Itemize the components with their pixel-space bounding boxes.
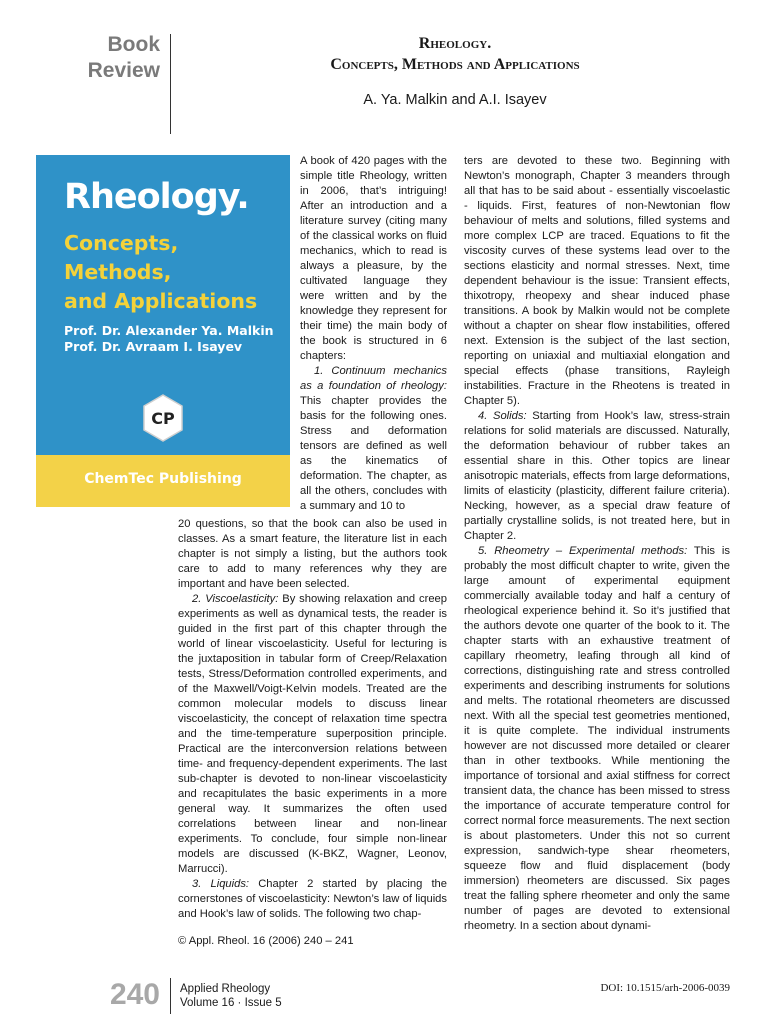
paragraph-chapter-2 [178, 592, 447, 877]
publisher-logo-text: CP [151, 409, 175, 428]
text-column-1-bottom [178, 517, 447, 922]
chapter-3-text: Chapter 2 started by placing the cornerstones of viscoelasticity: Newton’s law of liquids and Hook’s law of solids. The following two chap- [178, 878, 448, 920]
text-column-1-top [300, 154, 447, 514]
chapter-2-heading: 2. Viscoelasticity: [192, 593, 279, 605]
chapter-1-heading: 1. Continuum mechanics as a foundation of rheology: [300, 365, 447, 392]
copyright-notice: © Appl. Rheol. 16 (2006) 240 – 241 [178, 935, 354, 947]
cover-publisher: ChemTec Publishing [84, 471, 242, 487]
paragraph-chapter-1-cont: 20 questions, so that the book can also be used in classes. As a smart feature, the literature list in each chapter is not simply a listing, but the authors took care to add to many references why they are important and have been selected. [178, 518, 447, 590]
cover-title: Rheology. [64, 177, 249, 217]
book-cover-image [36, 155, 290, 507]
chapter-4-text: Starting from Hook’s law, stress-strain relations for solid materials are discussed. Naturally, the deformation behaviour of rubber takes an essential share in this. Other topics are linear anisotropic materials, effects from large deformations, limits of elasticity (plasticity, different failure criteria). Necking, however, as a special draw feature of partially crystalline solids, is not treated here, but in Chapter 2. [464, 410, 731, 542]
cover-subtitle-line1: Concepts, Methods, [64, 231, 179, 284]
paragraph-chapter-1 [300, 364, 447, 514]
section-label-book: Book [107, 33, 160, 56]
paragraph-chapter-4 [464, 409, 730, 544]
chapter-5-heading: 5. Rheometry – Experimental methods: [478, 545, 688, 557]
cover-subtitle [64, 229, 289, 316]
paragraph-chapter-5 [464, 544, 730, 934]
section-label-review: Review [87, 59, 160, 82]
book-title [230, 33, 680, 75]
chapter-5-text: This is probably the most difficult chapter to write, given the large amount of experimental equipment commercially available today and half a century of rheological experience behind it. So it’s justified that the authors devote one quarter of the book to it. The chapter starts with an exhaustive treatment of capillary rheometry, leafing through all kind of corrections, distinguishing rate and stress controlled experiments and describing instruments for solutions and melts. The rotational rheometers are discussed next. With all the special test geometries mentioned, it is quite complete. The individual instruments however are not discussed more detailed or clearer than in other textbooks. While mentioning the importance of torsional and axial stiffness for correct transient data, the chance has been missed to stress the importance of accurate temperature control for correct normal force measurements. The next section is about plastometers. Under this not so current expression, sandwich-type shear rheometers, squeeze flow and fluid displacement (body immersion) rheometers are discussed. Six pages treat the falling sphere rheometer and only the same number of pages are devoted to extensional rheometry. In a section about dynami- [464, 545, 731, 932]
doi-link[interactable]: DOI: 10.1515/arh-2006-0039 [600, 982, 730, 994]
journal-volume: Volume 16 · Issue 5 [180, 997, 282, 1009]
cover-authors [64, 323, 274, 355]
paragraph-chapter-3-cont: ters are devoted to these two. Beginning with Newton’s monograph, Chapter 3 meanders through all that has to be said about - essentially viscoelastic - liquids. First, features of non-Newtonian flow behaviour of melts and solutions, filled systems and more complex LCP are traced. Equations to fit the viscosity curves of these systems lead over to the sections elasticity and normal stresses. Next, time dependent behaviour is the issue: Transient effects, thixotropy, rheopexy and shear induced phase transitions. A book by Malkin would not be complete without a chapter on shear flow instabilities, offered next. Extension is the subject of the last section, reporting on uniaxial and multiaxial elongation and special effects (phase transitions, Rayleigh instabilities. Fracture in the Rheotens is treated in Chapter 5). [464, 155, 730, 407]
chapter-1-text: This chapter provides the basis for the following ones. Stress and deformation tensors are defined as well as the kinematics of deformation. The chapter, as all the others, concludes with a summary and 10 to [300, 395, 447, 512]
page-number: 240 [109, 978, 160, 1011]
book-title-line1: Rheology. [418, 35, 492, 52]
chapter-4-heading: 4. Solids: [478, 410, 527, 422]
cover-author-2: Prof. Dr. Avraam I. Isayev [64, 339, 243, 354]
publisher-logo-icon [138, 393, 188, 443]
cover-subtitle-line2: and Applications [64, 289, 258, 313]
book-title-line2: Concepts, Methods and Applications [330, 56, 580, 73]
journal-info [180, 982, 282, 1010]
chapter-2-text: By showing relaxation and creep experiments as well as dynamical tests, the reader is guided in the first part of this chapter through the world of linear viscoelasticity. Useful for lecturing is the juxtaposition in tabular form of Creep/Relaxation tests, Stress/Deformation controlled experiments, and of the Maxwell/Voigt-Kelvin models. Treated are the common molecular models to discuss linear viscoelasticity, the concept of relaxation time spectra and the time-temperature superposition principle. Practical are the interconversion relations between time- and frequency-dependent experiments. The last sub-chapter is devoted to non-linear viscoelasticity and recapitulates the basic experiments in a more general way. It summarizes the often used correlations between linear and non-linear experiments. To conclude, four simple non-linear models are discussed (K-BKZ, Wagner, Leonov, Marrucci). [178, 593, 447, 875]
vertical-rule-bottom [170, 978, 171, 1014]
vertical-rule-top [170, 34, 171, 134]
journal-name: Applied Rheology [180, 983, 271, 995]
text-column-2 [464, 154, 730, 934]
cover-author-1: Prof. Dr. Alexander Ya. Malkin [64, 323, 274, 338]
book-authors: A. Ya. Malkin and A.I. Isayev [363, 92, 547, 108]
chapter-3-heading: 3. Liquids: [192, 878, 250, 890]
paragraph-intro: A book of 420 pages with the simple title Rheology, written in 2006, that’s intriguing! After an introduction and a literature survey (citing many of the classical works on fluid mechanics, which to read is always a pleasure, by the cultivated language they were written and by the knowledge they represent for their time) the main body of the book is structured in 6 chapters: [300, 155, 447, 362]
paragraph-chapter-3 [178, 877, 447, 922]
section-label [60, 32, 160, 84]
